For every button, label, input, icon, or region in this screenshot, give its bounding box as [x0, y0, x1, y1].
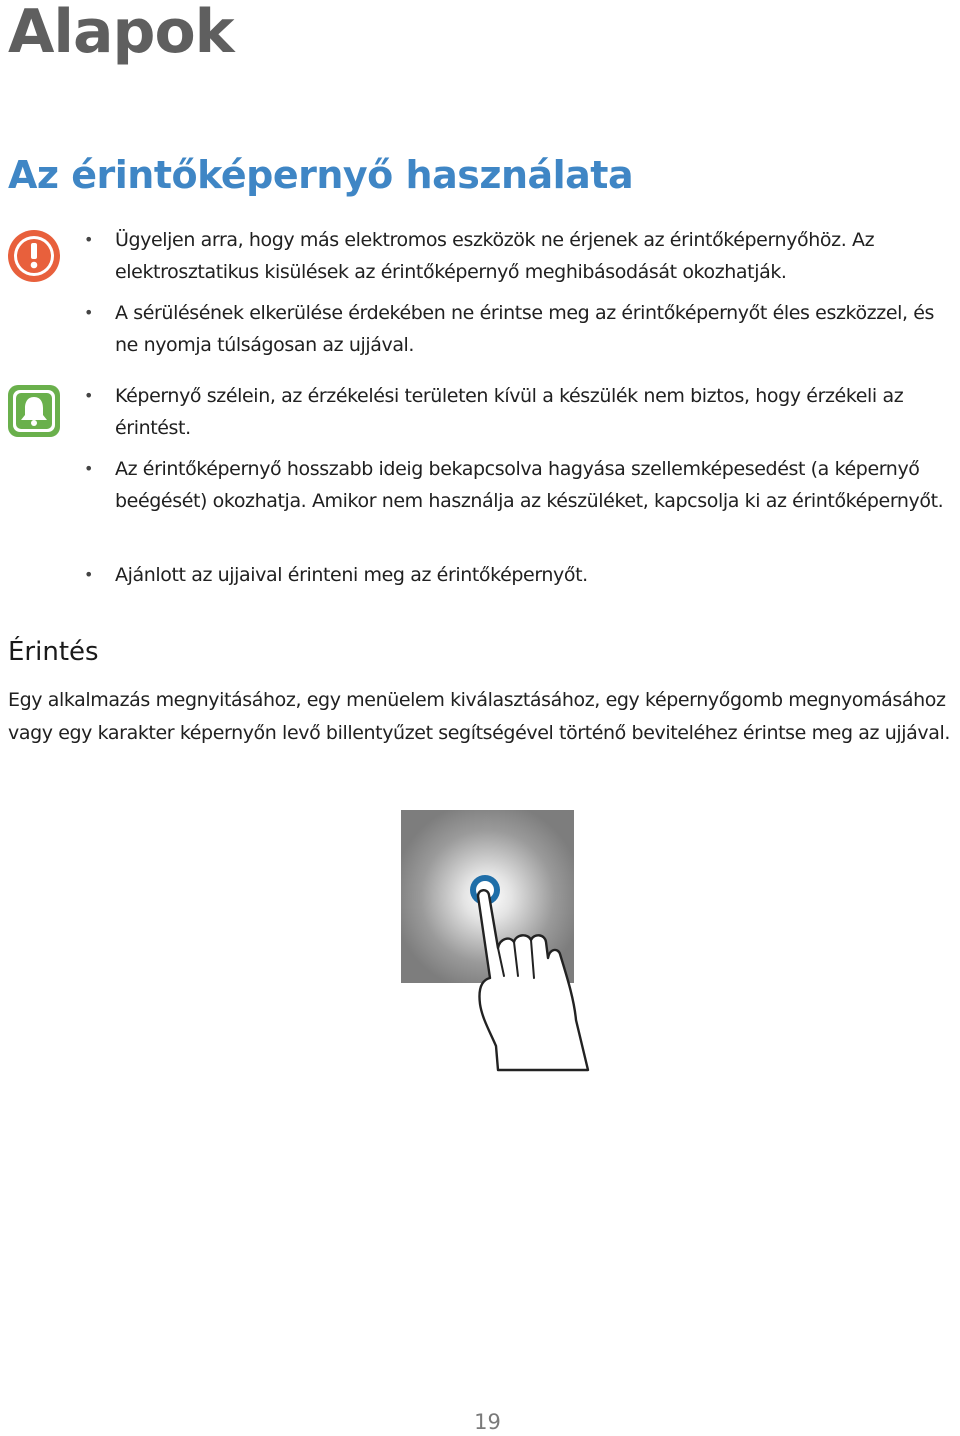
tap-gesture-illustration: [398, 808, 594, 1074]
list-item: [84, 224, 960, 288]
list-item-text: Ajánlott az ujjaival érinteni meg az érintőképernyőt.: [115, 564, 588, 586]
touch-subtitle: Érintés: [8, 637, 99, 667]
warning-icon: [6, 228, 62, 284]
chapter-title: Alapok: [8, 0, 234, 67]
bullet-marker: •: [84, 230, 94, 249]
list-item-text: Képernyő szélein, az érzékelési területen kívül a készülék nem biztos, hogy érzékeli az érintést.: [115, 385, 904, 439]
page-number: 19: [474, 1410, 501, 1434]
list-item: [84, 559, 960, 591]
bullet-marker: •: [84, 459, 94, 478]
list-item-text: Az érintőképernyő hosszabb ideig bekapcsolva hagyása szellemképesedést (a képernyő beégését) okozhatja. Amikor nem használja az készüléket, kapcsolja ki az érintőképernyőt.: [115, 458, 944, 512]
bullet-marker: •: [84, 386, 94, 405]
list-item-text: Ügyeljen arra, hogy más elektromos eszközök ne érjenek az érintőképernyőhöz. Az elektrosztatikus kisülések az érintőképernyő meghibásodását okozhatják.: [115, 229, 875, 283]
list-item: [84, 380, 960, 444]
list-item-text: A sérülésének elkerülése érdekében ne érintse meg az érintőképernyőt éles eszközzel, és ne nyomja túlságosan az ujjával.: [115, 302, 935, 356]
touch-description: Egy alkalmazás megnyitásához, egy menüelem kiválasztásához, egy képernyőgomb megnyomásához vagy egy karakter képernyőn levő billentyűzet segítségével történő beviteléhez érintse meg az ujjával.: [8, 689, 950, 744]
list-item: [84, 453, 960, 517]
notice-bell-icon: [6, 383, 62, 439]
bullet-marker: •: [84, 303, 94, 322]
section-title: Az érintőképernyő használata: [8, 153, 634, 197]
bullet-marker: •: [84, 565, 94, 584]
list-item: [84, 297, 960, 361]
